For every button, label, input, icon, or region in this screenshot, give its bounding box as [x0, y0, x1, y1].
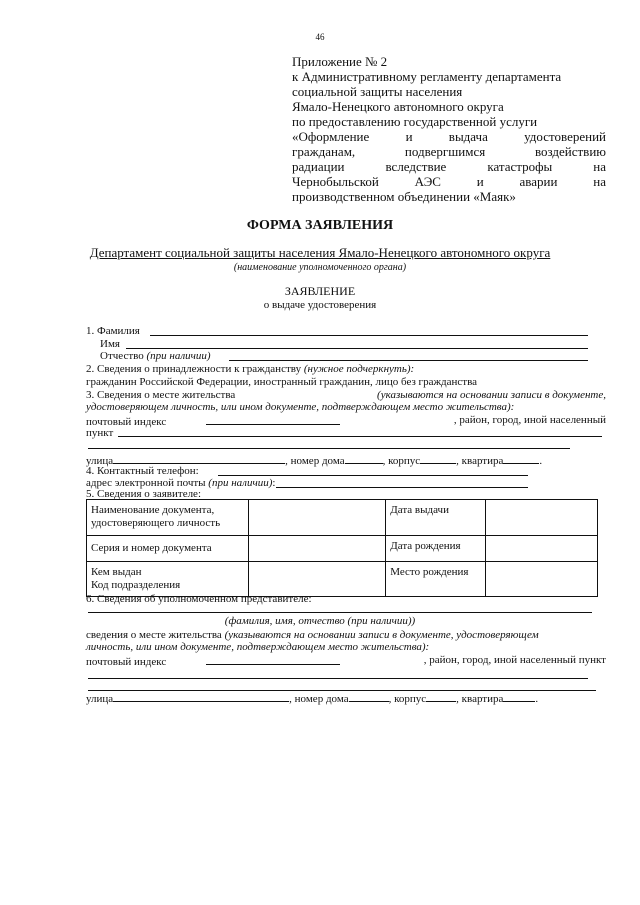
- residence-hint: удостоверяющем личность, или ином документе, подтверждающем место жительства):: [86, 401, 515, 413]
- rep-locality-field[interactable]: [88, 678, 588, 679]
- email-label: адрес электронной почты (при наличии):: [86, 477, 276, 489]
- apartment-field[interactable]: [503, 453, 539, 464]
- patronymic-label: Отчество (при наличии): [100, 350, 211, 362]
- rep-residence-label: сведения о месте жительства (указываются на основании записи в документе, удостоверяющем: [86, 629, 539, 641]
- doc-name-label: Наименование документа, удостоверяющего личность: [87, 500, 249, 536]
- locality-label: пункт: [86, 427, 114, 439]
- representative-fio-field[interactable]: [88, 612, 592, 613]
- department-name: Департамент социальной защиты населения Ямало-Ненецкого автономного округа: [89, 245, 551, 260]
- postal-row: почтовый индекс , район, город, иной населенный: [86, 414, 606, 428]
- birth-place-label: Место рождения: [386, 562, 486, 597]
- issue-date-value[interactable]: [486, 500, 598, 536]
- applicant-table: [86, 499, 598, 597]
- appendix-line: социальной защиты населения: [292, 84, 463, 99]
- appendix-line: производственном объединении «Маяк»: [292, 189, 516, 204]
- page-number: 46: [315, 32, 325, 42]
- representative-fio-caption: (фамилия, имя, отчество (при наличии)): [224, 615, 416, 627]
- rep-apartment-field[interactable]: [503, 691, 535, 702]
- appendix-line: гражданам, подвергшимся воздействию: [292, 144, 606, 159]
- rep-postal-row: почтовый индекс , район, город, иной населенный пункт: [86, 654, 606, 668]
- doc-name-value[interactable]: [248, 500, 386, 536]
- phone-label: 4. Контактный телефон:: [86, 465, 199, 477]
- rep-postal-field[interactable]: [206, 654, 340, 665]
- house-field[interactable]: [345, 453, 383, 464]
- applicant-label: 5. Сведения о заявителе:: [86, 488, 202, 500]
- email-field[interactable]: [276, 487, 528, 488]
- residence-label: 3. Сведения о месте жительства (указываются на основании записи в документе,: [86, 389, 606, 401]
- issue-date-label: Дата выдачи: [386, 500, 486, 536]
- birth-place-value[interactable]: [486, 562, 598, 597]
- doc-series-value[interactable]: [248, 536, 386, 562]
- issued-by-label: Кем выдан Код подразделения: [87, 562, 249, 597]
- surname-label: 1. Фамилия: [86, 325, 140, 337]
- appendix-line: Ямало-Ненецкого автономного округа: [292, 99, 504, 114]
- department-caption: (наименование уполномоченного органа): [233, 262, 407, 273]
- name-field[interactable]: [126, 348, 588, 349]
- rep-building-field[interactable]: [426, 691, 456, 702]
- building-field[interactable]: [420, 453, 456, 464]
- appendix-line: радиации вследствие катастрофы на: [292, 159, 606, 174]
- patronymic-field[interactable]: [229, 360, 588, 361]
- locality-field[interactable]: [118, 436, 602, 437]
- rep-street-row: улица , номер дома , корпус , квартира .: [86, 693, 539, 705]
- rep-residence-hint: личность, или ином документе, подтверждающем место жительства):: [86, 641, 430, 653]
- birth-date-value[interactable]: [486, 536, 598, 562]
- appendix-header: [292, 54, 606, 204]
- issued-by-value[interactable]: [248, 562, 386, 597]
- appendix-line: по предоставлению государственной услуги: [292, 114, 538, 129]
- birth-date-label: Дата рождения: [386, 536, 486, 562]
- appendix-line: «Оформление и выдача удостоверений: [292, 129, 606, 144]
- locality-field-line2[interactable]: [88, 448, 570, 449]
- doc-series-label: Серия и номер документа: [87, 536, 249, 562]
- name-label: Имя: [100, 338, 120, 350]
- rep-house-field[interactable]: [349, 691, 389, 702]
- citizenship-label: 2. Сведения о принадлежности к гражданству (нужное подчеркнуть):: [86, 363, 415, 375]
- postal-field[interactable]: [206, 414, 340, 425]
- phone-field[interactable]: [218, 475, 528, 476]
- street-field[interactable]: [113, 453, 285, 464]
- representative-label: 6. Сведения об уполномоченном представителе:: [86, 593, 312, 605]
- appendix-line: Чернобыльской АЭС и аварии на: [292, 174, 606, 189]
- rep-street-field[interactable]: [113, 691, 289, 702]
- street-row: улица , номер дома , корпус , квартира .: [86, 455, 543, 467]
- appendix-title: Приложение № 2: [292, 54, 388, 69]
- appendix-line: к Административному регламенту департамента: [292, 69, 562, 84]
- surname-field[interactable]: [150, 335, 588, 336]
- statement-subtitle: о выдаче удостоверения: [263, 299, 377, 311]
- form-title: ФОРМА ЗАЯВЛЕНИЯ: [246, 218, 394, 233]
- statement-title: ЗАЯВЛЕНИЕ: [284, 284, 356, 298]
- citizenship-options[interactable]: гражданин Российской Федерации, иностранный гражданин, лицо без гражданства: [86, 376, 478, 388]
